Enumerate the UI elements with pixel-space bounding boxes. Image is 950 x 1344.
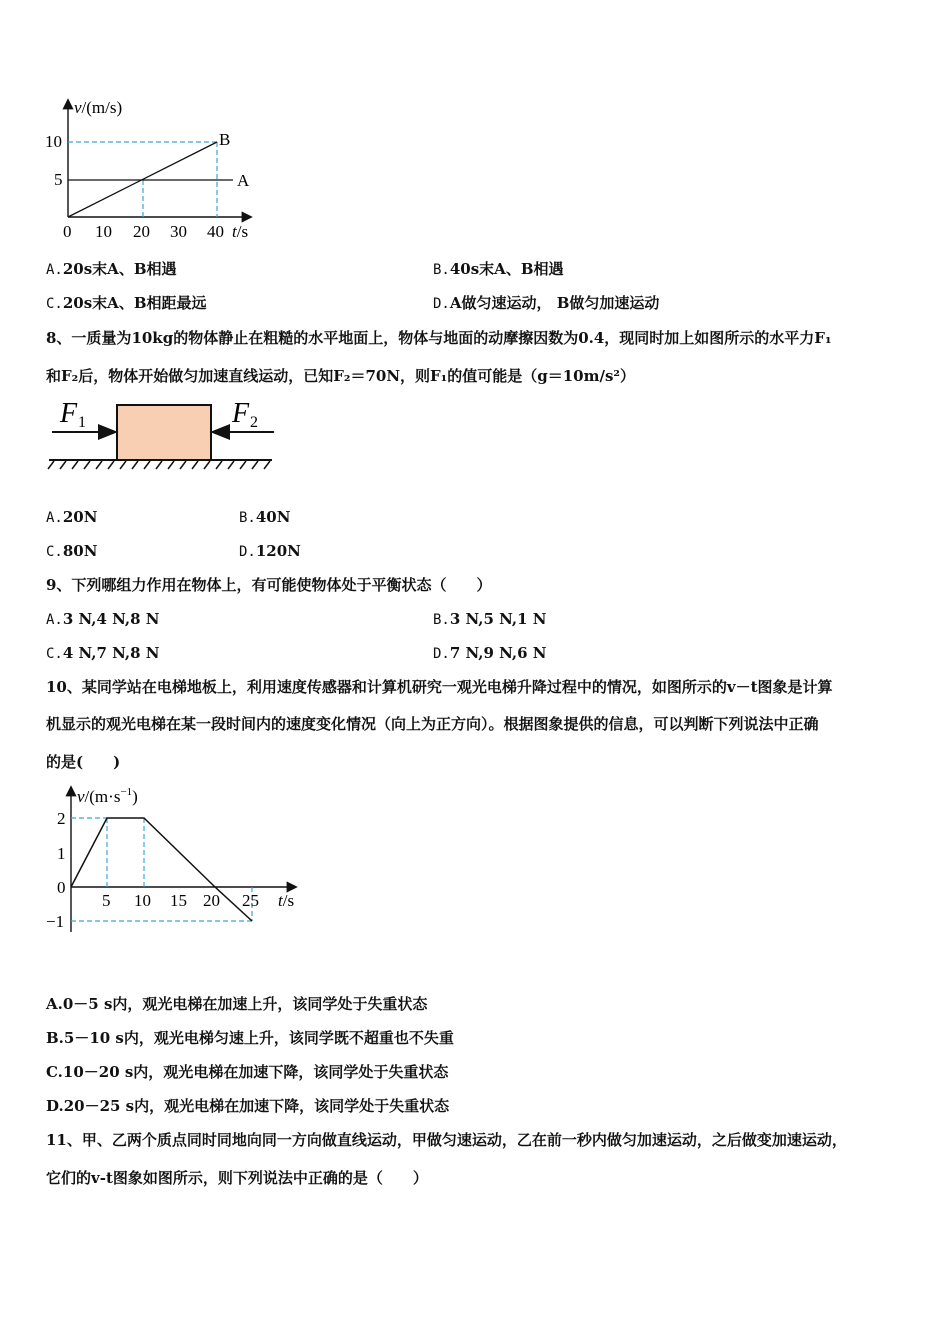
svg-text:v/(m·s−1) <box>77 786 138 806</box>
q7-ytick: 5 <box>54 170 63 189</box>
q8-f1-label: F <box>60 398 78 429</box>
svg-text:v/(m/s) <box>74 98 122 117</box>
q7-xtick: 10 <box>95 222 112 241</box>
q10-xtick: 5 <box>102 891 111 910</box>
q10-xlabel-var: t <box>278 891 283 910</box>
q10-ytick: −1 <box>46 912 65 931</box>
q10-option-d[interactable]: D.20－25 s内，观光电梯在加速下降，该同学处于失重状态 <box>46 1097 450 1115</box>
q8-stem-line1: 8、一质量为10kg的物体静止在粗糙的水平地面上，物体与地面的动摩擦因数为0.4，现同时加上如图所示的水平力F₁ <box>46 329 832 347</box>
q8-option-d[interactable]: D.120N <box>239 542 301 560</box>
q10-xtick: 10 <box>134 891 151 910</box>
q7-option-b[interactable]: B.40s末A、B相遇 <box>433 260 564 278</box>
q8-f1-sub: 1 <box>78 414 86 431</box>
q10-ylabel-var: v <box>77 787 85 806</box>
q11-stem-line1: 11、甲、乙两个质点同时同地向同一方向做直线运动，甲做匀速运动，乙在前一秒内做匀加速运动，之后做变加速运动， <box>46 1131 847 1149</box>
q10-option-c[interactable]: C.10－20 s内，观光电梯在加速下降，该同学处于失重状态 <box>46 1063 449 1081</box>
q7-option-c[interactable]: C.20s末A、B相距最远 <box>46 294 207 312</box>
q8-stem-line2: 和F₂后，物体开始做匀加速直线运动，已知F₂＝70N，则F₁的值可能是（g＝10m/s²） <box>46 367 635 385</box>
q10-xlabel-unit: /s <box>282 891 295 910</box>
q7-option-d[interactable]: D.A做匀速运动， B做匀加速运动 <box>433 294 660 312</box>
q8-option-a[interactable]: A.20N <box>46 508 98 526</box>
q7-ylabel-var: v <box>74 98 82 117</box>
q8-force-figure <box>44 395 276 473</box>
q9-option-a[interactable]: A.3 N,4 N,8 N <box>46 610 160 628</box>
q7-option-a[interactable]: A.20s末A、B相遇 <box>46 260 177 278</box>
q10-ylabel-close: ) <box>132 787 138 806</box>
q9-option-b[interactable]: B.3 N,5 N,1 N <box>433 610 547 628</box>
q7-ylabel-unit: /(m/s) <box>81 98 123 117</box>
q10-xtick: 15 <box>170 891 187 910</box>
q9-stem: 9、下列哪组力作用在物体上，有可能使物体处于平衡状态（ ） <box>46 576 492 594</box>
q10-xtick: 20 <box>203 891 220 910</box>
q7-xtick: 40 <box>207 222 224 241</box>
q8-block <box>117 405 211 460</box>
q10-ylabel-unit: /(m·s <box>84 787 121 806</box>
q10-stem-line2: 机显示的观光电梯在某一段时间内的速度变化情况（向上为正方向）。根据图象提供的信息，可以判断下列说法中正确 <box>46 715 819 733</box>
q7-label-A: A <box>237 171 250 190</box>
q7-xtick: 20 <box>133 222 150 241</box>
q8-f2-label: F <box>232 398 250 429</box>
q7-xlabel-var: t <box>232 222 237 241</box>
q9-option-d[interactable]: D.7 N,9 N,6 N <box>433 644 547 662</box>
q10-ytick: 1 <box>57 844 66 863</box>
q10-ytick: 2 <box>57 809 66 828</box>
q10-option-b[interactable]: B.5－10 s内，观光电梯匀速上升，该同学既不超重也不失重 <box>46 1029 454 1047</box>
q8-option-c[interactable]: C.80N <box>46 542 98 560</box>
q10-stem-line1: 10、某同学站在电梯地板上，利用速度传感器和计算机研究一观光电梯升降过程中的情况，如图所示的v－t图象是计算 <box>46 678 833 696</box>
q10-xtick: 25 <box>242 891 259 910</box>
q10-ytick: 0 <box>57 878 66 897</box>
q7-vt-graph <box>40 95 270 245</box>
q10-ylabel-exp: −1 <box>120 786 133 798</box>
q10-vt-graph <box>40 782 305 932</box>
svg-text:t/s <box>232 222 248 241</box>
q7-xtick: 30 <box>170 222 187 241</box>
q8-option-b[interactable]: B.40N <box>239 508 291 526</box>
svg-text:t/s <box>278 891 294 910</box>
q9-option-c[interactable]: C.4 N,7 N,8 N <box>46 644 160 662</box>
q10-stem-line3: 的是( ) <box>46 753 121 771</box>
q11-stem-line2: 它们的v-t图象如图所示，则下列说法中正确的是（ ） <box>46 1169 428 1187</box>
q7-xtick: 0 <box>63 222 72 241</box>
q10-option-a[interactable]: A.0－5 s内，观光电梯在加速上升，该同学处于失重状态 <box>46 995 428 1013</box>
q8-f2-sub: 2 <box>250 414 258 431</box>
q7-label-B: B <box>219 130 231 149</box>
q7-xlabel-unit: /s <box>236 222 249 241</box>
q10-velocity-line <box>71 818 252 921</box>
q7-ytick: 10 <box>45 132 62 151</box>
